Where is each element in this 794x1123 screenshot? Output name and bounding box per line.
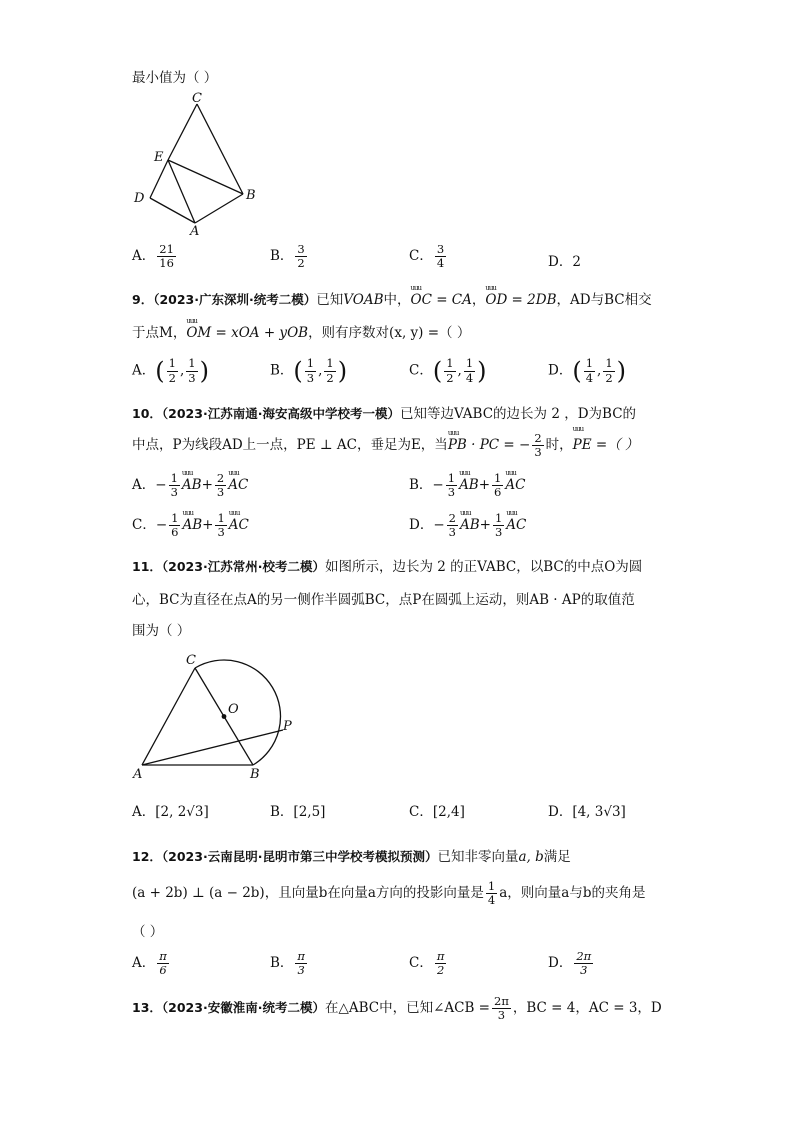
q11-label-o: O bbox=[228, 702, 239, 717]
q9-option-c[interactable]: C．( $\frac{1}{2}$ , $\frac{1}{4}$ ) bbox=[409, 356, 487, 385]
q11-option-d[interactable]: D．[4, 3√3] bbox=[548, 804, 626, 820]
q11-line1: 11．（2023·江苏常州·校考二模）如图所示，边长为 2 的正VABC，以BC的中点O为圆 bbox=[132, 559, 643, 575]
q8-figure bbox=[128, 88, 268, 238]
q8-question-tail: 最小值为（ ） bbox=[132, 70, 218, 86]
q12-option-d[interactable]: D． $\frac{2\pi}{3}$ bbox=[548, 949, 592, 978]
q8-label-c: C bbox=[192, 91, 202, 106]
q8-label-d: D bbox=[134, 191, 145, 206]
q11-label-p: P bbox=[283, 719, 292, 734]
q8-option-c[interactable]: C． $\frac{3}{4}$ bbox=[409, 242, 445, 271]
q9-option-d[interactable]: D．( $\frac{1}{4}$ , $\frac{1}{2}$ ) bbox=[548, 356, 627, 385]
q12-option-a[interactable]: A． $\frac{\pi}{6}$ bbox=[132, 949, 167, 978]
q8-label-a: A bbox=[190, 224, 200, 238]
q9-line1: 9．（2023·广东深圳·统考二模）已知VOAB中，uuu OC = CA，uuu OD = 2DB，AD与BC相交 bbox=[132, 288, 652, 308]
q8-option-d[interactable]: D．2 bbox=[548, 254, 581, 270]
q8-option-b[interactable]: B． $\frac{3}{2}$ bbox=[270, 242, 305, 271]
q10-line2: 中点，P为线段AD上一点，PE ⊥ AC，垂足为E，当uuu PB · PC = − $\frac{2}{3}$ 时，uuu PE =（ ） bbox=[132, 432, 638, 459]
q11-option-b[interactable]: B．[2,5] bbox=[270, 804, 326, 820]
q10-option-a[interactable]: A．− $\frac{1}{3}$ uuu AB+ $\frac{2}{3}$ uuu AC bbox=[132, 472, 248, 499]
q8-option-a[interactable]: A． $\frac{21}{16}$ bbox=[132, 242, 174, 271]
q10-option-c[interactable]: C．− $\frac{1}{6}$ uuu AB+ $\frac{1}{3}$ uuu AC bbox=[132, 512, 249, 539]
q11-figure bbox=[128, 650, 298, 782]
q9-line2: 于点M，uuu OM = xOA + yOB，则有序数对(x, y) =（ ） bbox=[132, 321, 470, 341]
q9-option-a[interactable]: A．( $\frac{1}{2}$ , $\frac{1}{3}$ ) bbox=[132, 356, 209, 385]
q11-option-a[interactable]: A．[2, 2√3] bbox=[132, 804, 209, 820]
q8-label-b: B bbox=[246, 188, 256, 203]
q12-line1: 12．（2023·云南昆明·昆明市第三中学校考模拟预测）已知非零向量a, b满足 bbox=[132, 849, 571, 865]
q11-line3: 围为（ ） bbox=[132, 623, 191, 639]
q10-option-b[interactable]: B．− $\frac{1}{3}$ uuu AB+ $\frac{1}{6}$ uuu AC bbox=[409, 472, 525, 499]
q12-line2: (a + 2b) ⊥ (a − 2b)，且向量b在向量a方向的投影向量是 $\frac{1}{4}$ a，则向量a与b的夹角是 bbox=[132, 879, 646, 908]
q10-line1: 10．（2023·江苏南通·海安高级中学校考一模）已知等边VABC的边长为 2 ，D为BC的 bbox=[132, 406, 637, 422]
q12-line3: （ ） bbox=[132, 924, 164, 940]
q11-label-c: C bbox=[186, 653, 196, 668]
q8-label-e: E bbox=[154, 150, 164, 165]
q9-option-b[interactable]: B．( $\frac{1}{3}$ , $\frac{1}{2}$ ) bbox=[270, 356, 348, 385]
q11-option-c[interactable]: C．[2,4] bbox=[409, 804, 465, 820]
q10-option-d[interactable]: D．− $\frac{2}{3}$ uuu AB+ $\frac{1}{3}$ uuu AC bbox=[409, 512, 526, 539]
q11-label-a: A bbox=[133, 767, 143, 782]
q12-option-b[interactable]: B． $\frac{\pi}{3}$ bbox=[270, 949, 305, 978]
q11-label-b: B bbox=[250, 767, 260, 782]
q12-option-c[interactable]: C． $\frac{\pi}{2}$ bbox=[409, 949, 445, 978]
q13-line1: 13．（2023·安徽淮南·统考二模）在△ABC中，已知∠ACB = $\frac{2\pi}{3}$ ，BC = 4，AC = 3，D bbox=[132, 994, 662, 1023]
q11-line2: 心，BC为直径在点A的另一侧作半圆弧BC，点P在圆弧上运动，则AB · AP的取值范 bbox=[132, 592, 635, 608]
